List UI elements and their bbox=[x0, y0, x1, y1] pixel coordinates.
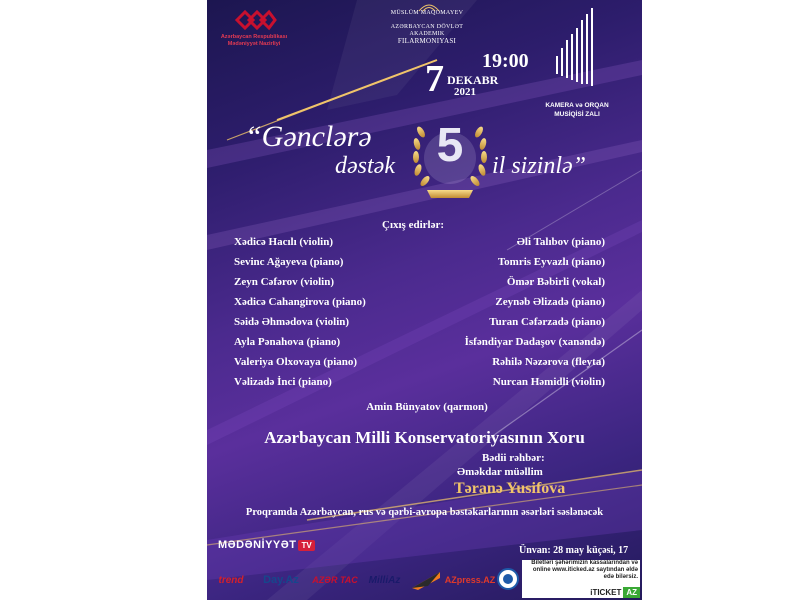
title-line-1: “Gənclərə bbox=[245, 120, 372, 153]
hall-name bbox=[532, 101, 622, 119]
performer-left: Vəlizadə İnci (piano) bbox=[234, 376, 332, 388]
performer-left: Xədicə Cahangirova (piano) bbox=[234, 296, 366, 308]
sponsor-dayaz-logo bbox=[255, 569, 307, 591]
philharmonic-line-1: MÜSLÜM MAQOMAYEV bbox=[390, 10, 464, 16]
ministry-logo-icon bbox=[233, 6, 277, 34]
performers-heading: Çıxış edirlər: bbox=[382, 219, 445, 231]
date-year: 2021 bbox=[454, 86, 476, 98]
event-time: 19:00 bbox=[482, 50, 529, 72]
philharmonic-line-2: AZƏRBAYCAN DÖVLƏT bbox=[390, 24, 464, 30]
performer-right: Zeynəb Əlizadə (piano) bbox=[495, 296, 605, 308]
performer-right: Əli Talıbov (piano) bbox=[516, 236, 605, 248]
sponsor-azpress-logo bbox=[444, 569, 496, 591]
performer-center: Amin Bünyatov (qarmon) bbox=[366, 401, 488, 413]
tickets-text: Biletləri şəhərimizin kassalarından və online www.iticked.az saytından əldə edə bilərsiz. bbox=[531, 560, 638, 580]
philharmonic-name bbox=[367, 10, 487, 45]
performer-right: Nurcan Həmidli (violin) bbox=[492, 376, 605, 388]
tv-logo-badge: TV bbox=[298, 540, 314, 551]
anniversary-number: 5 bbox=[436, 119, 464, 172]
sponsor-seal-icon bbox=[496, 567, 520, 591]
director-label: Bədii rəhbər: bbox=[482, 452, 545, 464]
sponsor-trend-text: trend bbox=[218, 574, 244, 586]
concert-poster bbox=[207, 0, 642, 600]
sponsor-trend-logo bbox=[210, 569, 252, 591]
philharmonic-line-4: FILARMONIYASI bbox=[397, 37, 457, 45]
date-day: 7 bbox=[425, 58, 444, 100]
performer-left: Xədicə Hacılı (violin) bbox=[234, 236, 333, 248]
program-note: Proqramda Azərbaycan, rus və qərbi-avropa bəstəkarlarının əsərləri səslənəcək bbox=[245, 507, 604, 518]
performer-left: Zeyn Cəfərov (violin) bbox=[234, 276, 335, 288]
organ-pipes-icon bbox=[552, 8, 602, 94]
performer-right: Rəhilə Nəzərova (fleyta) bbox=[492, 356, 605, 368]
sponsor-milliaz-text: MilliAz bbox=[368, 574, 401, 586]
iticket-brand: iTICKET bbox=[590, 588, 622, 597]
address: Ünvan: 28 may küçəsi, 17 bbox=[519, 545, 629, 556]
title-line-2-left: dəstək bbox=[335, 153, 395, 179]
philharmonic-line-3: AKADEMIK bbox=[409, 31, 445, 37]
sponsor-milliaz-logo bbox=[362, 569, 407, 591]
iticket-badge: AZ bbox=[623, 587, 640, 598]
director-name: Təranə Yusifova bbox=[454, 480, 566, 497]
performer-right: Turan Cəfərzadə (piano) bbox=[489, 316, 605, 328]
performer-right: Ömər Bəbirli (vokal) bbox=[506, 276, 605, 288]
tv-logo-text: MƏDƏNİYYƏT bbox=[218, 539, 297, 551]
sponsor-dayaz-text: Day.Az bbox=[263, 574, 299, 586]
date-month: DEKABR bbox=[447, 73, 499, 87]
performer-right: İsfəndiyar Dadaşov (xanəndə) bbox=[464, 336, 605, 348]
tv-logo bbox=[218, 539, 315, 551]
performer-left: Sevinc Ağayeva (piano) bbox=[234, 256, 344, 268]
hall-line-2: MUSİQİSİ ZALI bbox=[554, 111, 600, 118]
choir-name: Azərbaycan Milli Konservatoriyasının Xoru bbox=[264, 428, 585, 447]
performers-right-list bbox=[420, 236, 605, 396]
performer-left: Səidə Əhmədova (violin) bbox=[234, 316, 350, 328]
director-title: Əməkdar müəllim bbox=[457, 466, 543, 478]
performer-left: Ayla Pənahova (piano) bbox=[234, 336, 341, 348]
hall-line-1: KAMERA və ORQAN bbox=[545, 102, 609, 109]
iticket-logo bbox=[590, 587, 640, 598]
sponsor-azpress-text: AZpress.AZ bbox=[444, 575, 496, 585]
sponsor-azertac-text: AZƏR TAC bbox=[312, 575, 358, 585]
performers-left-list bbox=[234, 236, 404, 396]
ministry-logo-text: Azərbaycan Respublikası Mədəniyyət Nazirliyi bbox=[220, 34, 288, 47]
title-line-2-right: il sizinlə” bbox=[492, 153, 587, 179]
sponsor-azertac-logo bbox=[310, 569, 360, 591]
performer-left: Valeriya Olxovaya (piano) bbox=[234, 356, 358, 368]
sponsor-sputnik-icon bbox=[410, 568, 444, 592]
performer-right: Tomris Eyvazlı (piano) bbox=[497, 256, 605, 268]
tickets-box bbox=[522, 560, 640, 598]
